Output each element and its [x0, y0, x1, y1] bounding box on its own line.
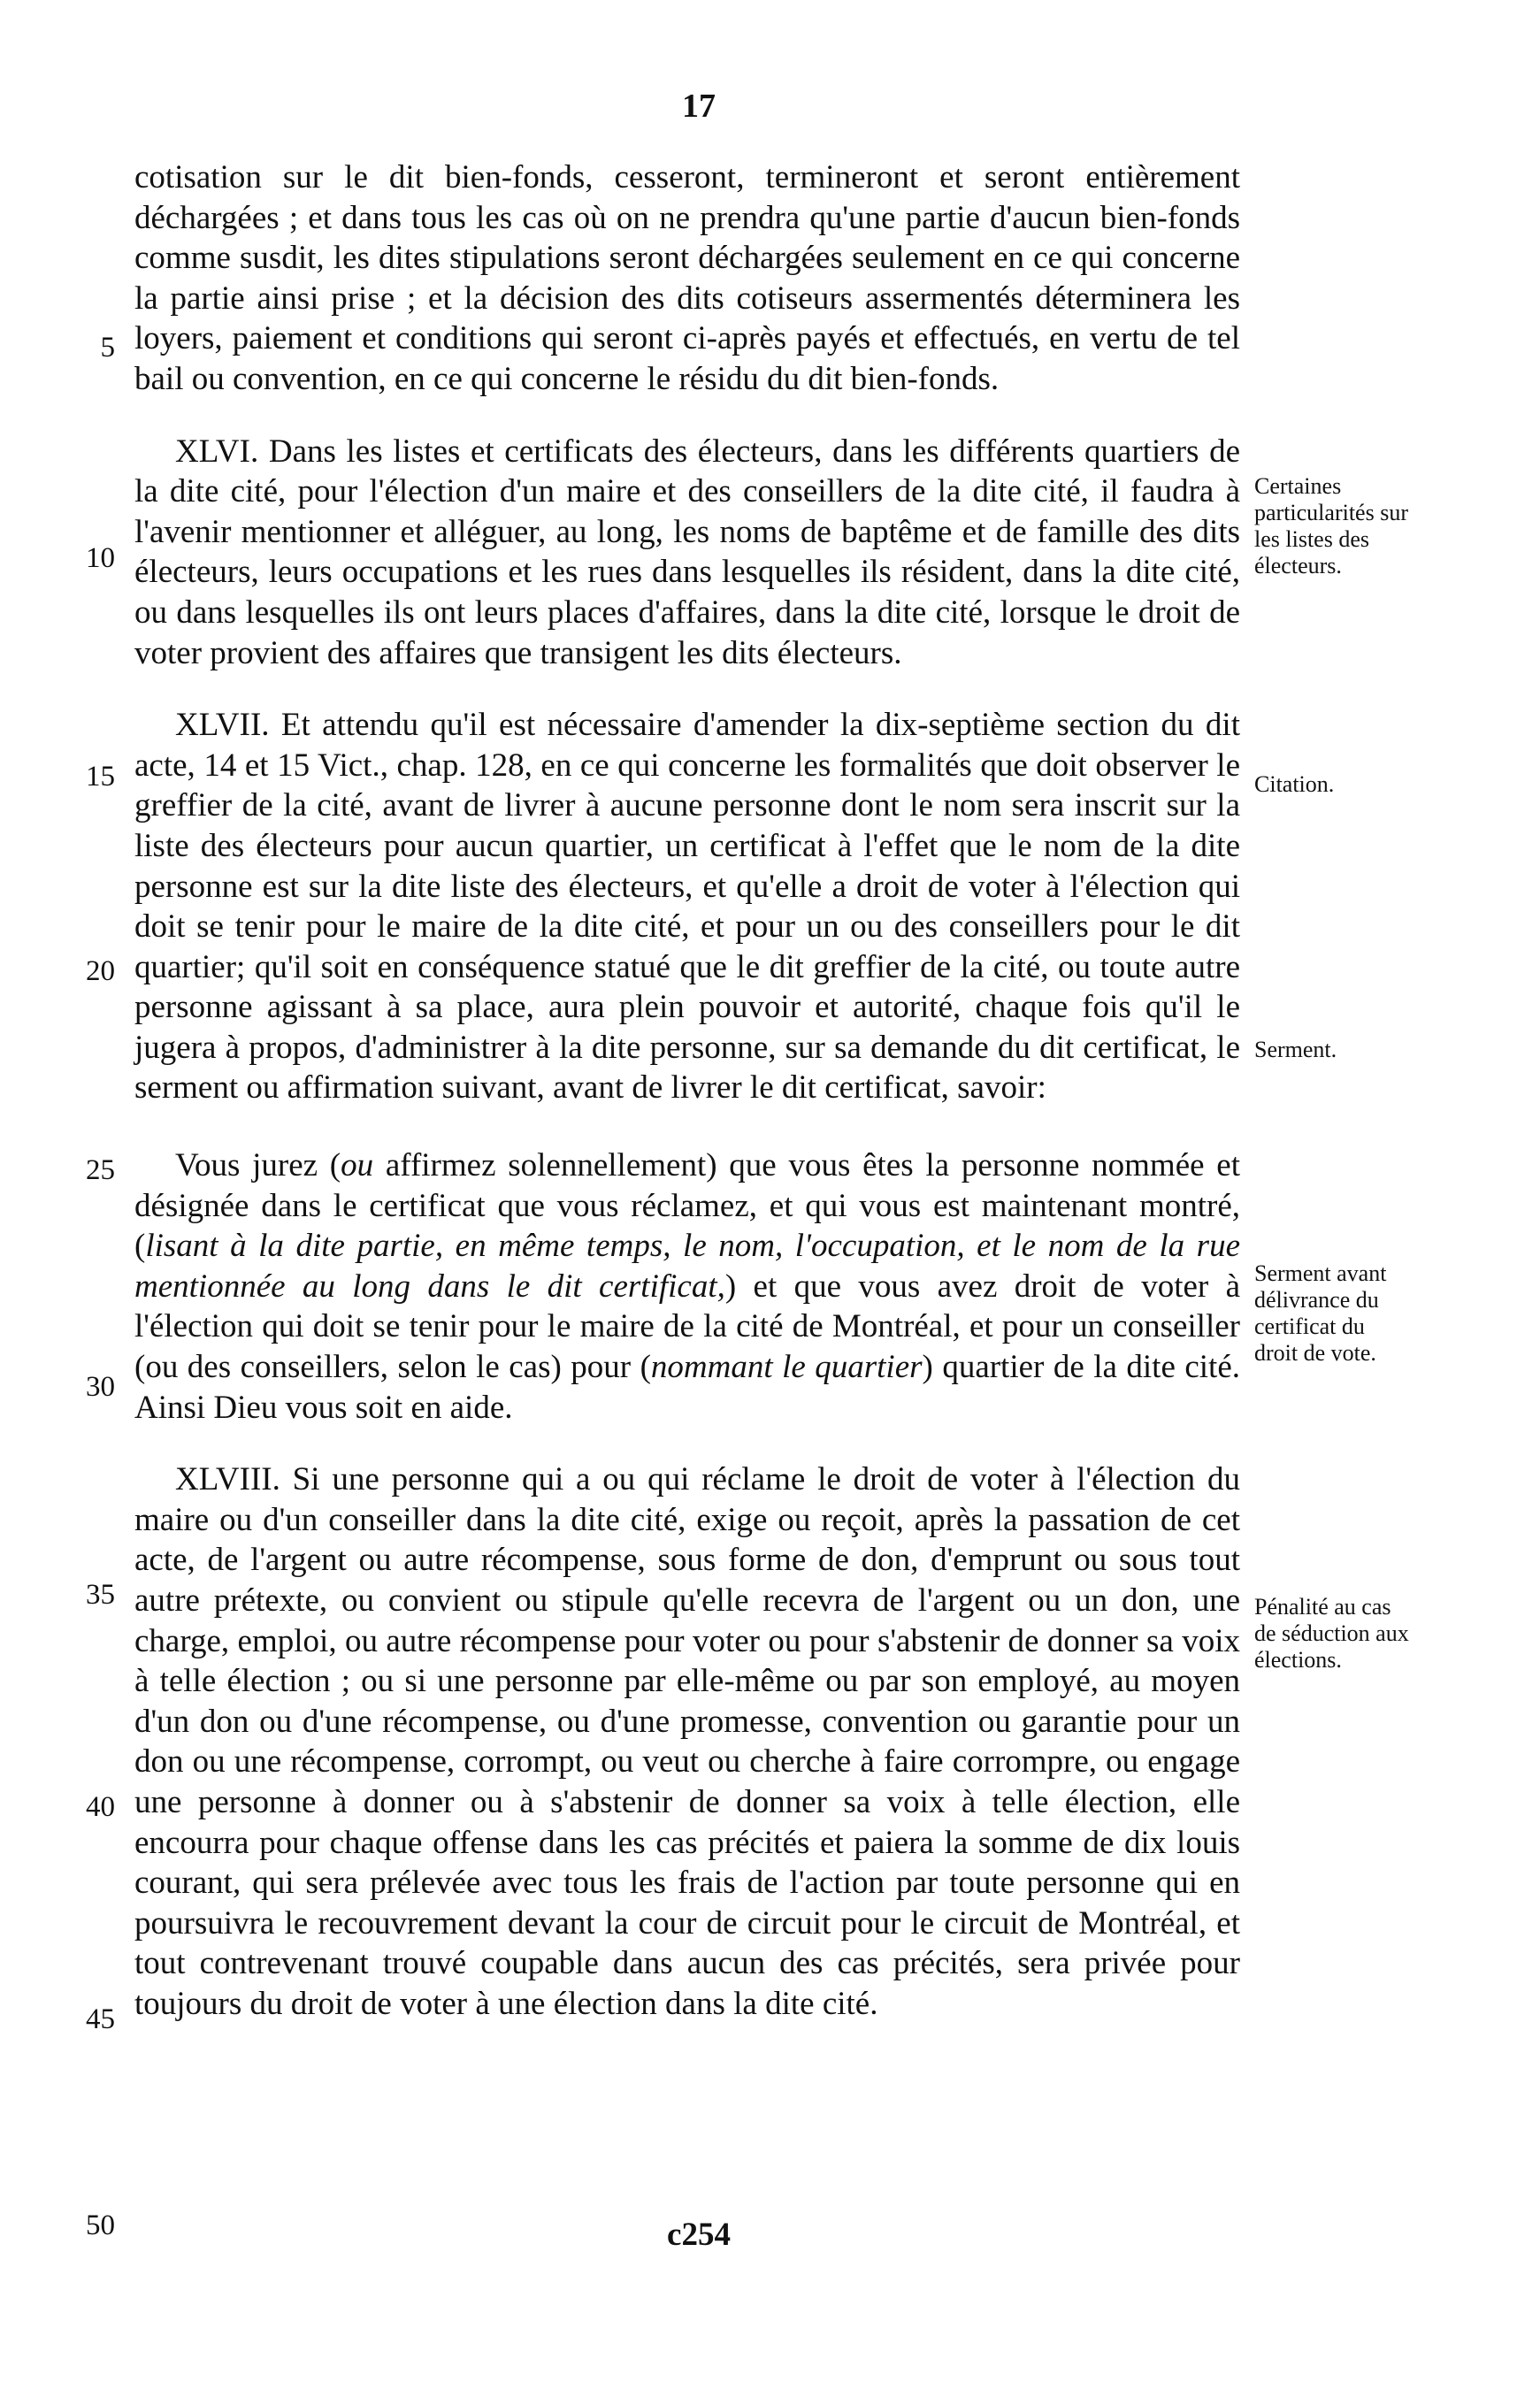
line-number: 50 — [86, 2210, 115, 2241]
section-xlviii: XLVIII. Si une personne qui a ou qui réclame le droit de voter à l'élection du maire ou d'un conseiller dans la dite cité, exige ou reçoit, après la passation de cet acte, de l'argent ou autre récompense, sous forme de don, d'emprunt ou sous tout autre prétexte, ou convient ou stipule qu'elle recevra de l'argent ou un don, une charge, emploi, ou autre récompense pour voter ou pour s'abstenir de donner sa voix à telle élection ; ou si une personne par elle-même ou par son employé, au moyen d'un don ou d'une récompense, ou d'une promesse, convention ou garantie pour un don ou une récompense, corrompt, ou veut ou cherche à faire corrompre, ou engage une personne à donner ou à s'abstenir de donner sa voix à telle élection, elle encourra pour chaque offense dans les cas précités et paiera la somme de dix louis courant, qui sera prélevée avec tous les frais de l'action par toute personne qui en poursuivra le recouvrement devant la cour de circuit pour le circuit de Montréal, et tout contrevenant trouvé coupable dans aucun des cas précités, sera privée pour toujours du droit de voter à une élection dans la dite cité. — [134, 1461, 1240, 2022]
paragraph-continuation: cotisation sur le dit bien-fonds, cesseront, termineront et seront entièrement déchargées ; et dans tous les cas où on ne prendra qu'une partie d'aucun bien-fonds comme susdit, les dites stipulations seront déchargées seulement en ce qui concerne la partie ainsi prise ; et la décision des dits cotiseurs assermentés déterminera les loyers, paiement et conditions qui seront ci-après payés et effectués, en vertu de tel bail ou convention, en ce qui concerne le résidu du dit bien-fonds. — [134, 159, 1240, 397]
line-number: 45 — [86, 2003, 115, 2035]
line-number: 5 — [100, 332, 115, 364]
oath-text-part: ) quartier de la dite cité. Ainsi Dieu vous soit en aide. — [134, 1349, 1240, 1426]
margin-note: Pénalité au cas de séduction aux élections. — [1254, 1594, 1409, 1673]
section-xlvi: XLVI. Dans les listes et certificats des électeurs, dans les différents quartiers de la dite cité, pour l'élection d'un maire et des conseillers de la dite cité, il faudra à l'avenir mentionner et alléguer, au long, les noms de baptême et de famille des dits électeurs, leurs occupations et les rues dans lesquelles ils résident, dans la dite cité, ou dans lesquelles ils ont leurs places d'affaires, dans la dite cité, lorsque le droit de voter provient des affaires que transigent les dits électeurs. — [134, 433, 1240, 671]
margin-note: Serment avant délivrance du certificat du droit de vote. — [1254, 1260, 1387, 1366]
line-number: 10 — [86, 542, 115, 574]
oath-text-part: affirmez solennellement) que vous êtes la personne nommée et désignée dans le certificat que vous réclamez, et qui vous est maintenant montré, ( — [134, 1147, 1240, 1265]
oath-text-italic: nommant le quartier — [650, 1349, 923, 1386]
line-number: 40 — [86, 1791, 115, 1823]
margin-note: Certaines particularités sur les listes des électeurs. — [1254, 473, 1408, 578]
text-column — [134, 157, 1240, 2025]
oath-text-part: Vous jurez ( — [175, 1147, 341, 1184]
margin-note: Serment. — [1254, 1037, 1337, 1062]
oath-text — [134, 1145, 1240, 1428]
section-xlvii: XLVII. Et attendu qu'il est nécessaire d'amender la dix-septième section du dit acte, 14 et 15 Vict., chap. 128, en ce qui concerne les formalités que doit observer le greffier de la cité, avant de livrer à aucune personne dont le nom sera inscrit sur la liste des électeurs pour aucun quartier, un certificat à l'effet que le nom de la dite personne est sur la dite liste des électeurs, et qu'elle a droit de voter à l'élection qui doit se tenir pour le maire de la dite cité, et pour un ou des conseillers pour le dit quartier; qu'il soit en conséquence statué que le dit greffier de la cité, ou toute autre personne agissant à sa place, aura plein pouvoir et autorité, chaque fois qu'il le jugera à propos, d'administrer à la dite personne, sur sa demande du dit certificat, le serment ou affirmation suivant, avant de livrer le dit certificat, savoir: — [134, 707, 1240, 1107]
line-number: 30 — [86, 1371, 115, 1403]
oath-text-part: ) et que vous avez droit de voter à l'élection qui doit se tenir pour le maire de la cité de Montréal, et pour un conseiller (ou des conseillers, selon le cas) pour ( — [134, 1268, 1240, 1386]
page-number: 17 — [682, 88, 716, 125]
line-number: 15 — [86, 761, 115, 793]
printer-signature: c254 — [667, 2217, 731, 2253]
line-number: 25 — [86, 1154, 115, 1186]
line-number: 35 — [86, 1579, 115, 1611]
oath-text-italic: ou — [341, 1147, 374, 1184]
line-number: 20 — [86, 955, 115, 987]
oath-text-italic: lisant à la dite partie, en même temps, le nom, l'occupation, et le nom de la rue mentionnée au long dans le dit certificat, — [134, 1228, 1240, 1305]
margin-note: Citation. — [1254, 771, 1335, 797]
